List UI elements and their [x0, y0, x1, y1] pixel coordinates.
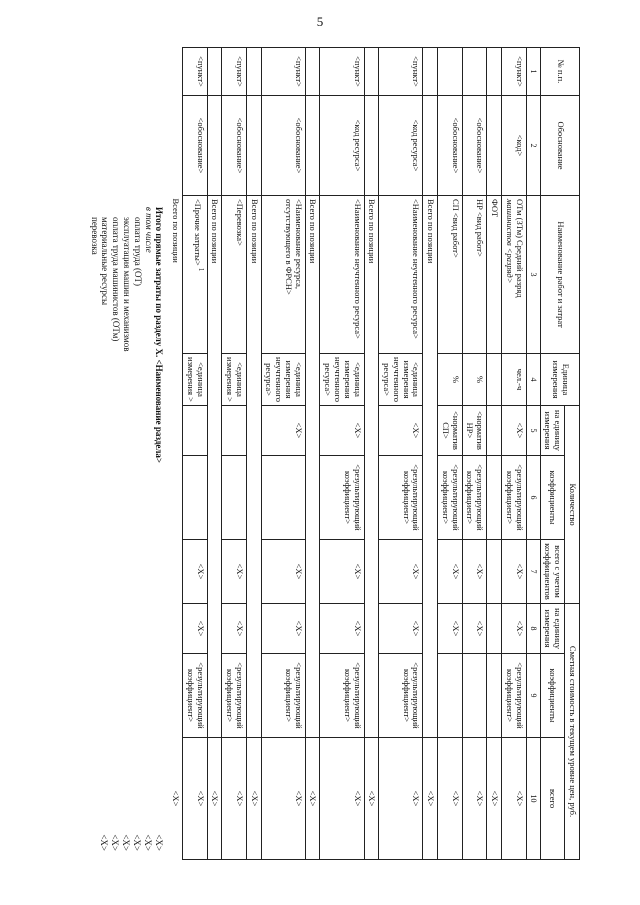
row-item-no: <пункт>	[183, 48, 208, 96]
header-cost-coef: коэффициенты	[540, 654, 565, 738]
header-qty-total: всего с учетом коэффициентов	[540, 540, 565, 604]
position-total-label: Всего по позиции	[364, 196, 379, 738]
row-unit: чел.-ч	[501, 354, 526, 406]
footnote-marker: 1	[196, 267, 205, 272]
row-name	[501, 196, 526, 354]
row-total: <Х>	[501, 540, 526, 604]
summary-value: <Х>	[99, 834, 110, 851]
col-number: 10	[526, 738, 540, 860]
position-total-label: Всего по позиции	[246, 196, 261, 738]
row-unit: <единица измерения >	[183, 354, 208, 406]
header-qty-per-unit: на единицу измерения	[540, 406, 565, 456]
row-per-unit: <Х>	[261, 406, 305, 456]
table-row	[501, 48, 526, 860]
row-total: <Х>	[438, 540, 463, 604]
row-basis: <обоснование>	[222, 96, 247, 196]
row-name: <Перевозка>	[222, 196, 247, 354]
row-coef: <результирующий коэффициент>	[320, 456, 364, 540]
row-cost-unit: <Х>	[501, 604, 526, 654]
summary-item: перевозка	[89, 217, 100, 255]
summary-item: оплата труда (ОТ)	[132, 217, 143, 287]
table-row	[183, 48, 208, 860]
row-name: <Наименование неучтенного ресурса>	[379, 196, 423, 354]
row-per-unit: <норматив НР>	[462, 406, 487, 456]
row-item-no: <пункт>	[320, 48, 364, 96]
row-cost-unit: <Х>	[320, 604, 364, 654]
col-number: 1	[526, 48, 540, 96]
row-code: <код>	[501, 96, 526, 196]
row-per-unit: <Х>	[501, 406, 526, 456]
row-unit: <единица измерения >	[222, 354, 247, 406]
position-total-row	[364, 48, 379, 860]
row-cost-total: <Х>	[438, 738, 463, 860]
rotated-page-content	[60, 47, 580, 859]
position-total-value: <Х>	[364, 738, 379, 860]
row-cost-unit: <Х>	[183, 604, 208, 654]
header-name: Наименование работ и затрат	[540, 196, 579, 354]
position-total-value: <Х>	[423, 738, 438, 860]
summary-item: эксплуатация машин и механизмов	[121, 217, 132, 352]
row-name-main: ОТм (ЗТм) Средний разряд	[514, 199, 525, 298]
row-name: <Наименование ресурса, отсутствующего в ФРСН>	[261, 196, 305, 354]
header-cost-total: всего	[540, 738, 565, 860]
position-total-label: Всего по позиции	[171, 198, 182, 263]
table-row	[487, 48, 502, 860]
row-coef: <результирующий коэффициент>	[462, 456, 487, 540]
row-item-no: <пункт>	[261, 48, 305, 96]
row-cost-coef: <результирующий коэффициент>	[222, 654, 247, 738]
summary-value: <Х>	[121, 834, 132, 851]
page-number: 5	[316, 14, 324, 29]
row-cost-unit: <Х>	[379, 604, 423, 654]
col-number: 5	[526, 406, 540, 456]
summary-item: оплата труда машинистов (ОТм)	[111, 217, 122, 342]
row-cost-unit: <Х>	[222, 604, 247, 654]
row-total: <Х>	[183, 540, 208, 604]
row-cost-coef: <результирующий коэффициент>	[183, 654, 208, 738]
row-cost-total: <Х>	[462, 738, 487, 860]
row-basis: <обоснование>	[438, 96, 463, 196]
table-row	[438, 48, 463, 860]
table-row	[462, 48, 487, 860]
row-unit: <единица измерения неучтенного ресурса>	[379, 354, 423, 406]
col-number: 4	[526, 354, 540, 406]
col-number: 2	[526, 96, 540, 196]
row-basis: <обоснование>	[462, 96, 487, 196]
position-total-value: <Х>	[207, 738, 222, 860]
section-summary-including: в том числе	[143, 207, 154, 253]
summary-values	[98, 834, 164, 851]
row-cost-total: <Х>	[379, 738, 423, 860]
position-total-value: <Х>	[305, 738, 320, 860]
row-name: <Наименование неучтенного ресурса>	[320, 196, 364, 354]
col-number: 9	[526, 654, 540, 738]
header-unit: Единица измерения	[540, 354, 579, 406]
header-qty-coef: коэффициенты	[540, 456, 565, 540]
row-unit: %	[462, 354, 487, 406]
row-item-no: <пункт>	[379, 48, 423, 96]
column-numbers-row	[526, 48, 540, 860]
summary-item: материальные ресурсы	[100, 217, 111, 306]
summary-value: <Х>	[154, 834, 165, 851]
row-total: <Х>	[222, 540, 247, 604]
row-cost-unit: <Х>	[462, 604, 487, 654]
col-number: 8	[526, 604, 540, 654]
row-cost-total: <Х>	[183, 738, 208, 860]
position-total-row	[423, 48, 438, 860]
position-total-value: <Х>	[171, 790, 182, 807]
row-per-unit: <Х>	[320, 406, 364, 456]
row-coef: <результирующий коэффициент>	[501, 456, 526, 540]
header-no: № п.п.	[540, 48, 579, 96]
row-item-no: <пункт>	[501, 48, 526, 96]
col-number: 6	[526, 456, 540, 540]
position-total-row	[168, 48, 182, 860]
header-cost-per-unit: на единицу измерения	[540, 604, 565, 654]
row-cost-total: <Х>	[487, 738, 502, 860]
summary-value: <Х>	[143, 834, 154, 851]
header-basis: Обоснование	[540, 96, 579, 196]
header-cost: Сметная стоимость в текущем уровне цен, руб.	[565, 604, 580, 860]
row-name	[183, 196, 208, 354]
row-cost-unit: <Х>	[261, 604, 305, 654]
row-cost-coef: <результирующий коэффициент>	[320, 654, 364, 738]
row-unit: %	[438, 354, 463, 406]
row-total: <Х>	[320, 540, 364, 604]
row-cost-coef: <результирующий коэффициент>	[261, 654, 305, 738]
position-total-row	[305, 48, 320, 860]
row-name-sub: машинистов <разряд>	[504, 199, 515, 284]
row-unit: <единица измерения неучтенного ресурса>	[261, 354, 305, 406]
row-code: <код ресурса>	[379, 96, 423, 196]
summary-value: <Х>	[110, 834, 121, 851]
table-row	[379, 48, 423, 860]
col-number: 7	[526, 540, 540, 604]
table-row	[320, 48, 364, 860]
row-coef: <результирующий коэффициент>	[438, 456, 463, 540]
col-number: 3	[526, 196, 540, 354]
row-cost-coef: <результирующий коэффициент>	[501, 654, 526, 738]
section-summary	[89, 47, 165, 859]
row-name: НР <вид работ>	[462, 196, 487, 354]
position-total-value: <Х>	[246, 738, 261, 860]
position-total-row	[246, 48, 261, 860]
row-cost-total: <Х>	[320, 738, 364, 860]
estimate-table	[168, 47, 580, 860]
row-cost-coef: <результирующий коэффициент>	[379, 654, 423, 738]
row-total: <Х>	[462, 540, 487, 604]
row-name-text: <Прочие затраты>	[192, 199, 203, 266]
header-quantity: Количество	[565, 406, 580, 604]
row-cost-unit: <Х>	[438, 604, 463, 654]
row-per-unit: <Х>	[379, 406, 423, 456]
row-basis: <обоснование>	[261, 96, 305, 196]
row-cost-total: <Х>	[261, 738, 305, 860]
position-total-label: Всего по позиции	[207, 196, 222, 738]
table-row	[261, 48, 305, 860]
row-code: <код ресурса>	[320, 96, 364, 196]
row-basis: <обоснование>	[183, 96, 208, 196]
position-total-label: Всего по позиции	[423, 196, 438, 738]
row-per-unit: <норматив СП>	[438, 406, 463, 456]
row-cost-total: <Х>	[501, 738, 526, 860]
row-cost-total: <Х>	[222, 738, 247, 860]
position-total-label: Всего по позиции	[305, 196, 320, 738]
row-total: <Х>	[261, 540, 305, 604]
summary-value: <Х>	[132, 834, 143, 851]
row-item-no: <пункт>	[222, 48, 247, 96]
row-name: ФОТ	[487, 196, 502, 354]
row-total: <Х>	[379, 540, 423, 604]
row-coef: <результирующий коэффициент>	[379, 456, 423, 540]
table-row	[222, 48, 247, 860]
section-summary-title: Итого прямые затраты по разделу Х. <Наименование раздела>	[154, 207, 165, 464]
position-total-row	[207, 48, 222, 860]
row-unit: <единица измерения неучтенного ресурса>	[320, 354, 364, 406]
row-name: СП <вид работ>	[438, 196, 463, 354]
